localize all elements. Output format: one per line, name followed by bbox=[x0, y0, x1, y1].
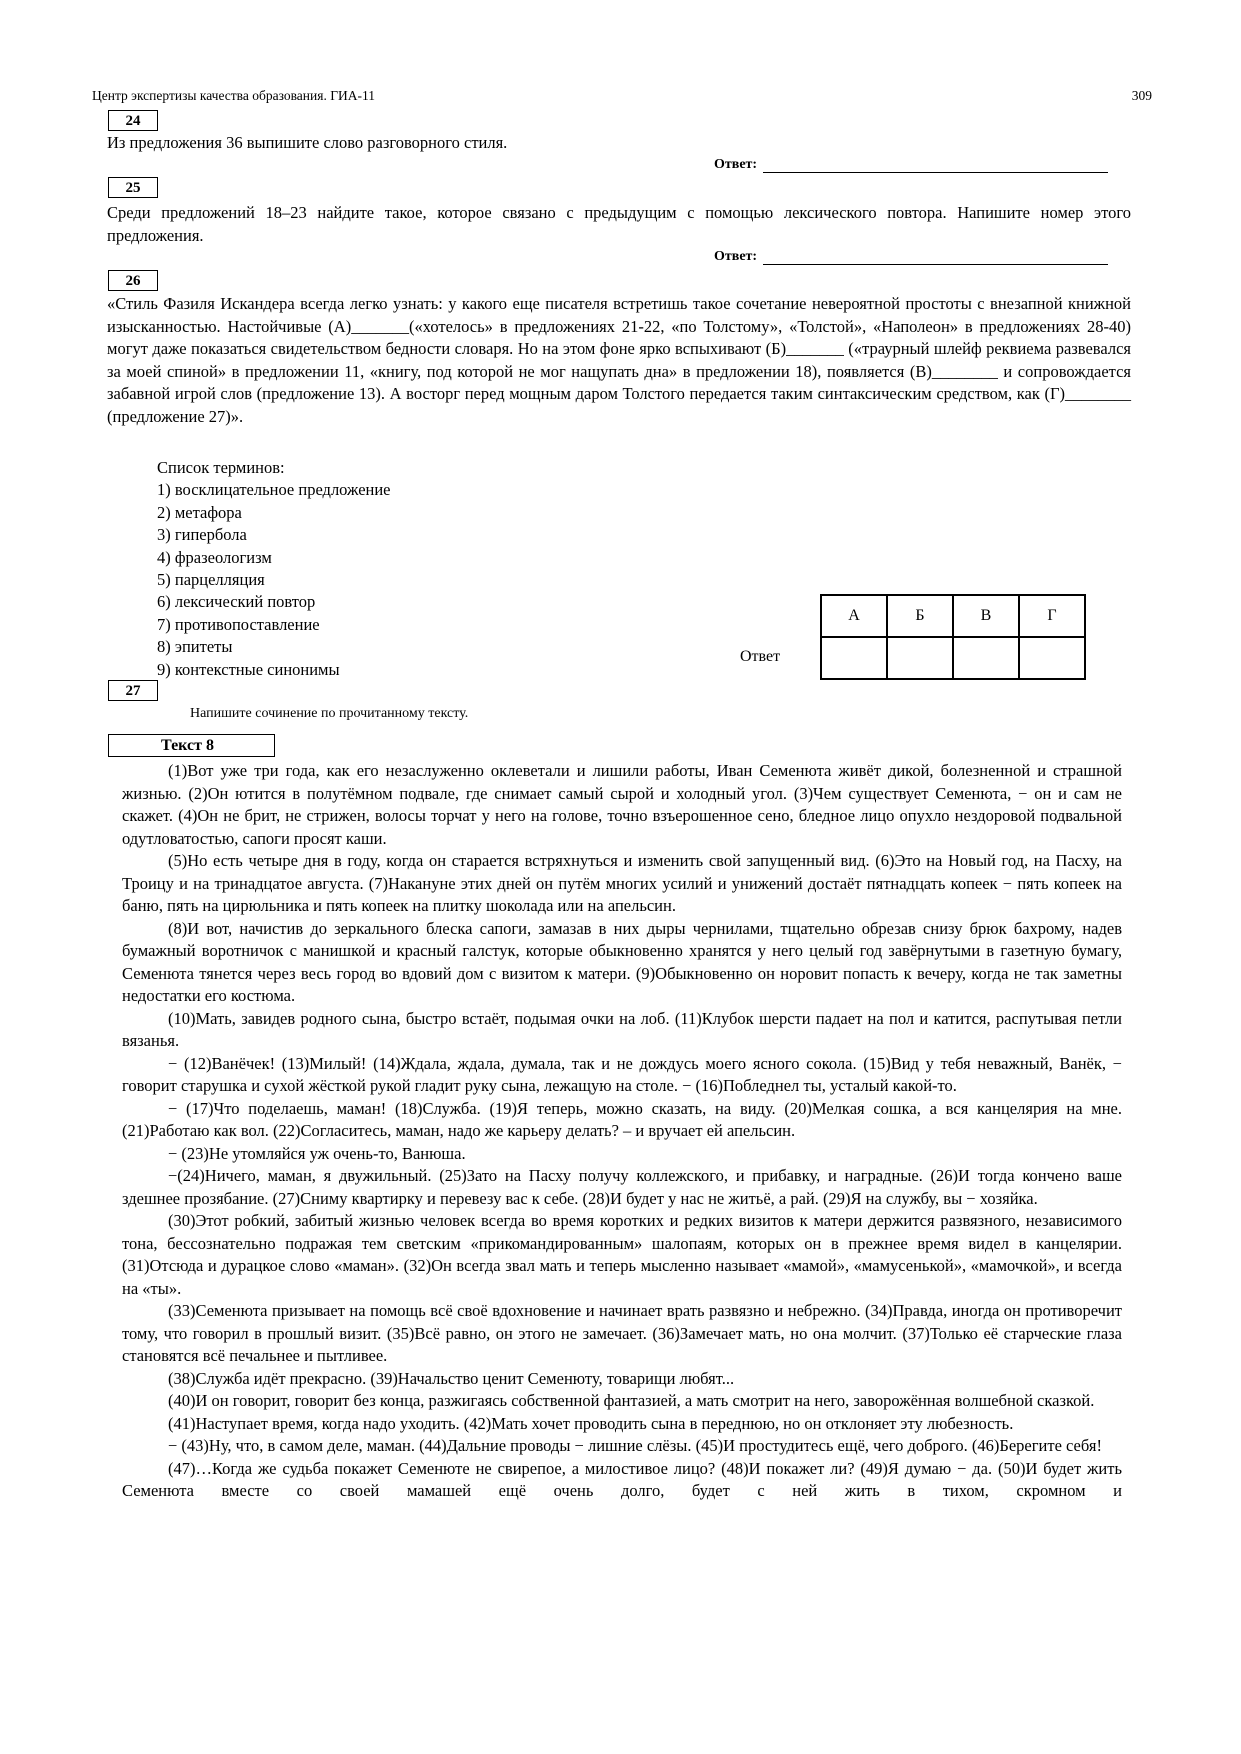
term-item: 1) восклицательное предложение bbox=[157, 480, 391, 500]
answer-header-a: А bbox=[821, 595, 887, 637]
task-26-number: 26 bbox=[108, 270, 158, 291]
text-paragraph: (8)И вот, начистив до зеркального блеска сапоги, замазав в них дыры чернилами, тщательно обрезав снизу брюк бахрому, надев бумажный воротничок с манишкой и красный галстук, которые обыкновенно хранятся у него целый год завёрнутыми в газетную бумагу, Семенюта тянется через весь город во вдовий дом с визитом к матери. (9)Обыкновенно он норовит попасть к вечеру, когда не так заметны недостатки его костюма. bbox=[122, 918, 1122, 1005]
text-paragraph: − (12)Ванёчек! (13)Милый! (14)Ждала, ждала, думала, так и не дождусь моего ясного сокола. (15)Вид у тебя неважный, Ванёк, − говорит старушка и сухой жёсткой рукой гладит руку сына, лежащую на столе. − (16)Побледнел ты, усталый какой-то. bbox=[122, 1053, 1122, 1095]
task-27-number: 27 bbox=[108, 680, 158, 701]
term-item: 3) гипербола bbox=[157, 525, 247, 545]
text-paragraph: − (43)Ну, что, в самом деле, маман. (44)Дальние проводы − лишние слёзы. (45)И простудитесь ещё, чего доброго. (46)Берегите себя! bbox=[168, 1436, 1102, 1455]
term-item: 5) парцелляция bbox=[157, 570, 265, 590]
task-25-text: Среди предложений 18–23 найдите такое, которое связано с предыдущим с помощью лексического повтора. Напишите номер этого предложения. bbox=[107, 203, 1131, 245]
text-paragraph: −(24)Ничего, маман, я двужильный. (25)Зато на Пасху получу коллежского, и прибавку, и наградные. (26)И тогда кончено ваше здешнее прозябание. (27)Сниму квартирку и перевезу вас к себе. (28)И будет у нас не житьё, а рай. (29)Я на службу, вы − хозяйка. bbox=[122, 1166, 1122, 1208]
task-24-text: Из предложения 36 выпишите слово разговорного стиля. bbox=[107, 133, 508, 152]
term-item: 4) фразеологизм bbox=[157, 547, 272, 567]
header-source: Центр экспертизы качества образования. ГИА-11 bbox=[92, 88, 375, 103]
terms-title: Список терминов: bbox=[157, 458, 285, 477]
text-paragraph: (10)Мать, завидев родного сына, быстро встаёт, подымая очки на лоб. (11)Клубок шерсти падает на пол и катится, распутывая петли вязанья. bbox=[122, 1008, 1122, 1050]
task-24-answer-field[interactable] bbox=[763, 156, 1108, 173]
text-paragraph: (33)Семенюта призывает на помощь всё своё вдохновение и начинает врать развязно и небрежно. (34)Правда, иногда он противоречит тому, что говорил в прошлый визит. (35)Всё равно, он этого не замечает. (36)Замечает мать, но она молчит. (37)Только её старческие глаза становятся всё печальнее и пытливее. bbox=[122, 1301, 1122, 1365]
text-8-title: Текст 8 bbox=[108, 734, 275, 757]
text-paragraph: (1)Вот уже три года, как его незаслуженно оклеветали и лишили работы, Иван Семенюта живёт дикой, болезненной и страшной жизнью. (2)Он ютится в полутёмном подвале, где снимает самый сырой и холодный угол. (3)Чем существует Семенюта, − он и сам не скажет. (4)Он не брит, не стрижен, волосы торчат у него на голове, точно взъерошенное сено, бледное лицо опухло нездоровой подвальной одутловатостью, сапоги просят каши. bbox=[122, 761, 1122, 848]
answer-cell-a[interactable] bbox=[821, 637, 887, 679]
text-8-body bbox=[122, 760, 1122, 1503]
task-25-number: 25 bbox=[108, 177, 158, 198]
text-paragraph: (47)…Когда же судьба покажет Семенюте не свирепое, а милостивое лицо? (48)И покажет ли? (49)Я думаю − да. (50)И будет жить Семенюта вместе со своей мамашей ещё очень долго, будет с ней жить в тихом, скромном и bbox=[122, 1458, 1122, 1500]
text-paragraph: (5)Но есть четыре дня в году, когда он старается встряхнуться и изменить свой запущенный вид. (6)Это на Новый год, на Пасху, на Троицу и на тринадцатое августа. (7)Накануне этих дней он путём многих усилий и унижений достаёт пятнадцать копеек − пять копеек на баню, пять на цирюльника и пять копеек на плитку шоколада или на апельсин. bbox=[122, 851, 1122, 915]
page-number: 309 bbox=[1131, 88, 1152, 103]
text-paragraph: − (17)Что поделаешь, маман! (18)Служба. (19)Я теперь, можно сказать, на виду. (20)Мелкая сошка, а вся канцелярия на мне. (21)Работаю как вол. (22)Согласитесь, маман, надо же карьеру делать? – и вручает ей апельсин. bbox=[122, 1098, 1122, 1140]
task-25-answer-field[interactable] bbox=[763, 248, 1108, 265]
term-item: 2) метафора bbox=[157, 502, 242, 522]
text-paragraph: (30)Этот робкий, забитый жизнью человек всегда во время коротких и редких визитов к матери держится развязного, независимого тона, бессознательно подражая тем светским «прикомандированным» шалопаям, которых он в прежнее время видел в канцелярии. (31)Отсюда и дурацкое слово «маман». (32)Он всегда звал мать и теперь мысленно называет «мамой», «мамусенькой», «мамочкой», и всегда на «ты». bbox=[122, 1211, 1122, 1298]
task-25-answer[interactable] bbox=[714, 248, 1108, 265]
answer-header-b: Б bbox=[887, 595, 953, 637]
answer-header-g: Г bbox=[1019, 595, 1085, 637]
term-item: 7) противопоставление bbox=[157, 614, 320, 634]
task-26-text: «Стиль Фазиля Искандера всегда легко узнать: у какого еще писателя встретишь такое сочетание невероятной простоты с внезапной книжной изысканностью. Настойчивые (А)_______(«хотелось» в предложениях 21-22, «по Толстому», «Толстой», «Наполеон» в предложениях 28-40) могут даже показаться свидетельством бедности словаря. Но на этом фоне ярко вспыхивают (Б)_______ («траурный шлейф реквиема развевался за моей спиной» в предложении 11, «книгу, под которой не мог нащупать дна» в предложении 18), появляется (В)________ и сопровождается забавной игрой слов (предложение 13). А восторг перед мощным даром Толстого передается таким синтаксическим средством, как (Г)________ (предложение 27)». bbox=[107, 294, 1131, 426]
answer-cell-b[interactable] bbox=[887, 637, 953, 679]
text-paragraph: − (23)Не утомляйся уж очень-то, Ванюша. bbox=[168, 1143, 466, 1163]
answer-cell-g[interactable] bbox=[1019, 637, 1085, 679]
task-26-answer-table bbox=[820, 594, 1086, 680]
task-24-number: 24 bbox=[108, 110, 158, 131]
task-27-text: Напишите сочинение по прочитанному тексту. bbox=[190, 706, 469, 721]
task-24-answer[interactable] bbox=[714, 156, 1108, 173]
text-paragraph: (38)Служба идёт прекрасно. (39)Начальство ценит Семенюту, товарищи любят... bbox=[168, 1368, 735, 1388]
term-item: 8) эпитеты bbox=[157, 637, 233, 657]
task-25-answer-label: Ответ: bbox=[714, 249, 758, 264]
text-paragraph: (41)Наступает время, когда надо уходить. (42)Мать хочет проводить сына в переднюю, но он отклоняет эту любезность. bbox=[168, 1413, 1014, 1433]
term-item: 6) лексический повтор bbox=[157, 592, 316, 612]
terms-list bbox=[157, 457, 391, 681]
text-paragraph: (40)И он говорит, говорит без конца, разжигаясь собственной фантазией, а мать смотрит на него, заворожённая волшебной сказкой. bbox=[168, 1391, 1095, 1410]
answer-cell-v[interactable] bbox=[953, 637, 1019, 679]
task-24-answer-label: Ответ: bbox=[714, 157, 758, 172]
task-26-answer-label: Ответ bbox=[740, 648, 781, 665]
answer-header-v: В bbox=[953, 595, 1019, 637]
term-item: 9) контекстные синонимы bbox=[157, 659, 340, 679]
